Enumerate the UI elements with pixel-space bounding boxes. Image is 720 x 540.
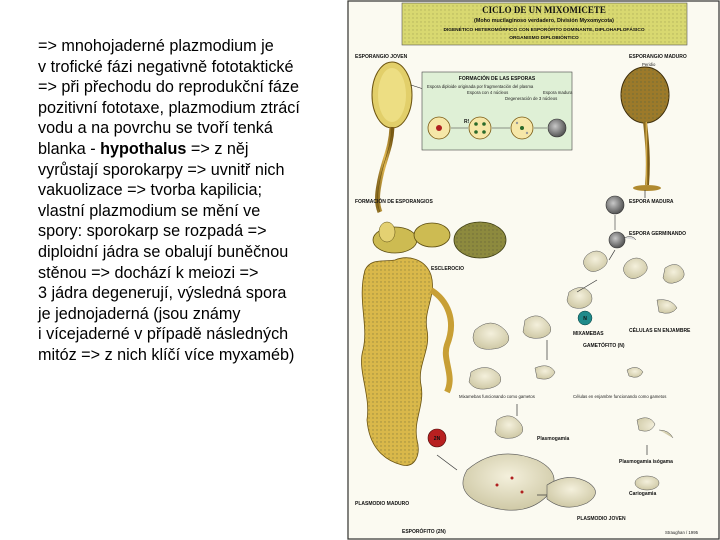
label-espora-madura-box: Espora madura <box>543 90 573 95</box>
label-celulas-enjambre: CÉLULAS EN ENJAMBRE <box>629 328 691 334</box>
text-line: vakuolizace => tvorba kapilicia; <box>38 181 263 200</box>
label-esporofito: ESPORÓFITO (2N) <box>402 529 446 535</box>
text-line: i vícejaderné v případě následných <box>38 325 289 344</box>
text-line: spory: sporokarp se rozpadá => <box>38 222 267 241</box>
label-formacion-esporas: FORMACIÓN DE LAS ESPORAS <box>458 76 536 82</box>
label-celulas-enjambre-funcionan: Células en enjambre funcionando como gametos <box>573 394 667 399</box>
text-line: => mnohojaderné plazmodium je <box>38 37 274 55</box>
label-plasmogamia-isogama: Plasmogamia isógama <box>619 459 673 465</box>
figure-subtitle-3: ORGANISMO DIPLOBIÓNTICO <box>509 36 579 41</box>
label-degeneracion: Degeneración de 3 núcleos <box>505 96 558 101</box>
label-esporangio-joven: ESPORANGIO JOVEN <box>355 54 408 60</box>
text-line: mitóz => z nich klíčí více myxaméb) <box>38 345 295 364</box>
label-gametofito: GAMETÓFITO (N) <box>583 343 625 349</box>
text-line: pozitivní fototaxe, plazmodium ztrácí <box>38 98 300 117</box>
myxomycete-life-cycle-diagram <box>347 0 720 540</box>
text-line: diploidní jádra se obalují buněčnou <box>38 242 289 261</box>
label-esclerocio: ESCLEROCIO <box>431 266 465 272</box>
hypothalus-term: hypothalus <box>100 139 187 158</box>
label-ri: R! <box>464 119 470 125</box>
label-esporangio-maduro: ESPORANGIO MADURO <box>629 54 687 60</box>
label-plasmogamia: Plasmogamia <box>537 436 570 442</box>
text-line: je jednojaderná (jsou známy <box>38 304 241 323</box>
label-peridio: Peridio <box>642 62 656 67</box>
text-line: v trofické fázi negativně fototaktické <box>38 57 294 76</box>
figure-subtitle-2: DIGENÉTICO HETEROMÓRFICO CON ESPORÓFITO DOMINANTE, DIPLOHAPLOFÁSICO <box>443 28 645 33</box>
label-n: N <box>583 316 587 322</box>
text-line: vodu a na povrchu se tvoří tenká <box>38 119 273 138</box>
label-plasmodio-joven: PLASMODIO JOVEN <box>577 516 626 522</box>
figure-subtitle: (Moho mucilaginoso verdadero, División Myxomycota) <box>474 18 614 24</box>
label-espora-4-nucleos: Espora con 4 núcleos <box>467 90 509 95</box>
label-signature: Straughan / 1995 <box>665 530 698 535</box>
title-banner <box>402 3 687 45</box>
label-plasmodio-maduro: PLASMODIO MADURO <box>355 501 410 507</box>
text-line: vyrůstají sporokarpy => uvnitř nich <box>38 160 285 179</box>
label-mixamebas-funcionan: Mixamebas funcionando como gametos <box>459 394 535 399</box>
label-cariogamia: Cariogamia <box>629 491 657 497</box>
label-2n: 2N <box>433 436 441 442</box>
text-line-hypothalus: blanka - hypothalus => z něj <box>38 139 249 158</box>
label-espora-madura: ESPORA MADURA <box>629 199 674 205</box>
text-line: => při přechodu do reprodukční fáze <box>38 78 299 97</box>
figure-title: CICLO DE UN MIXOMICETE <box>482 5 606 15</box>
text-line: vlastní plazmodium se mění ve <box>38 201 261 220</box>
label-espora-germinando: ESPORA GERMINANDO <box>629 231 687 237</box>
label-mixamebas: MIXAMEBAS <box>573 331 604 337</box>
label-espora-diploide: Espora diploide originada por fragmentación del plasma <box>427 84 534 89</box>
spore-formation-box <box>422 72 573 150</box>
label-formacion-esporangios: FORMACIÓN DE ESPORANGIOS <box>355 199 433 205</box>
text-line: stěnou => dochází k meiozi => <box>38 263 259 282</box>
description-text <box>38 36 338 366</box>
text-line: 3 jádra degenerují, výsledná spora <box>38 284 287 303</box>
